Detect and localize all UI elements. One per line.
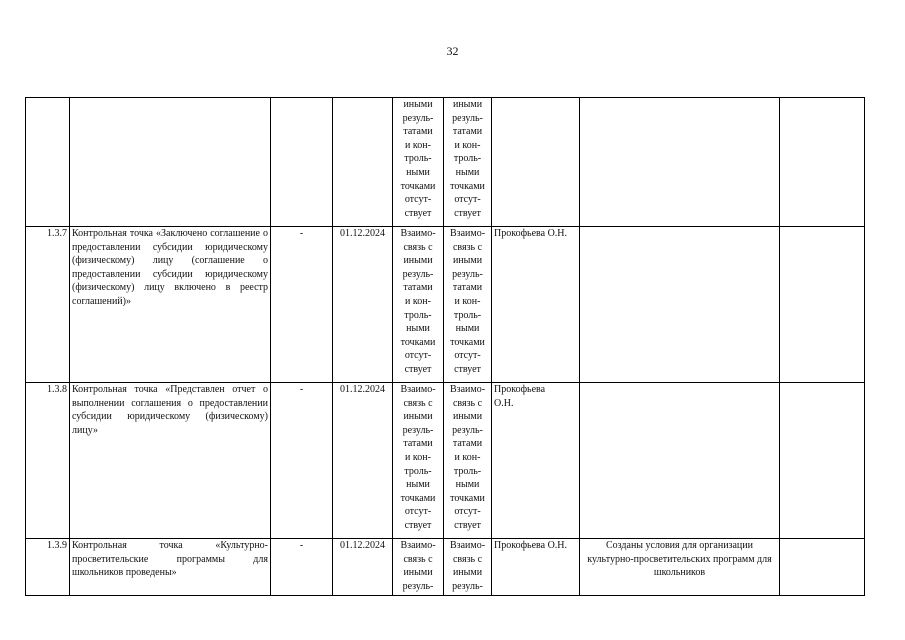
relation-text-line: троль- [404,309,432,321]
relation-text-line: резуль- [402,580,434,592]
relation-text-line: иными [403,99,433,110]
responsible-cell: Прокофьева О.Н. [492,227,580,383]
relation-text-line: иными [452,411,483,423]
relation-text-line: троль- [453,309,482,321]
relation-text-line: ствует [454,519,481,531]
table-row [26,227,865,383]
result-cell [580,227,780,383]
relation-text-line: резуль- [402,268,434,280]
relation-text-line: ными [406,166,430,178]
relation-text-line: связь с [403,397,433,409]
table-row [26,383,865,539]
relation-text-line: ствует [454,363,481,375]
relation-text-line: связь с [452,553,483,565]
relation-text-line: отсут- [454,506,481,518]
relation-text-line: отсут- [404,194,432,206]
extra-cell [780,98,865,227]
row-number-cell: 1.3.9 [26,539,70,596]
table-row [26,539,865,596]
relation-text-line: резуль- [452,580,483,592]
relation-text-line: Взаимо- [400,384,436,395]
extra-cell [780,383,865,539]
relation-text-line: резуль- [402,112,434,124]
relation-text-line: иными [403,255,433,267]
relation-text-line: и кон- [454,139,481,151]
relation-text-line: троль- [404,465,432,477]
relation-text-line: Взаимо- [400,228,436,239]
relation-text-line: резуль- [452,424,483,436]
relation-cell-1 [393,539,444,596]
start-date-cell: - [271,539,333,596]
relation-text-line: резуль- [402,424,434,436]
responsible-cell [492,383,580,539]
relation-cell-1 [393,227,444,383]
relation-text-line: татами [403,282,433,294]
relation-cell-2 [444,227,492,383]
relation-text-line: связь с [452,241,483,253]
relation-text-line: отсут- [454,194,481,206]
relation-text-line: связь с [403,241,433,253]
end-date-cell: 01.12.2024 [333,227,393,383]
responsible-cell: Прокофьева О.Н. [492,539,580,596]
relation-text-line: иными [403,411,433,423]
relation-text-line: иными [403,567,433,579]
extra-cell [780,227,865,383]
relation-text-line: ными [455,323,480,335]
row-number-cell: 1.3.7 [26,227,70,383]
control-point-name: Контрольная точка «Заключено соглашение о предоставлении субсидии юридическому (физическому) лицу (соглашение о предоставлении субсидии юридическому (физическому) лицу включено в реестр соглашений)» [70,227,271,383]
end-date-cell: 01.12.2024 [333,539,393,596]
relation-text-line: Взаимо- [449,228,486,239]
result-cell [580,98,780,227]
relation-text-line: точками [450,492,485,504]
start-date-cell: - [271,383,333,539]
control-point-name: Контрольная точка «Представлен отчет о выполнении соглашения о предоставлении субсидии юридическому (физическому) лицу» [70,383,271,539]
relation-text-line: троль- [453,465,482,477]
relation-text-line: отсут- [454,350,481,362]
result-cell [580,383,780,539]
relation-text-line: точками [450,336,485,348]
relation-text-line: иными [452,99,483,110]
relation-text-line: татами [452,438,483,450]
relation-cell-2 [444,539,492,596]
relation-text-line: троль- [404,153,432,165]
relation-text-line: ными [406,479,430,491]
start-date-cell: - [271,227,333,383]
start-date-cell [271,98,333,227]
relation-text-line: татами [452,282,483,294]
end-date-cell: 01.12.2024 [333,383,393,539]
relation-text-line: иными [452,255,483,267]
relation-text-line: ными [455,166,480,178]
result-cell: Созданы условия для организации культурно-просветительских программ для школьников [580,539,780,596]
relation-text-line: ствует [404,519,432,531]
row-number-cell: 1.3.8 [26,383,70,539]
control-point-name: Контрольная точка «Культурно-просветительские программы для школьников проведены» [70,539,271,596]
relation-text-line: Взаимо- [449,384,486,395]
relation-text-line: резуль- [452,112,483,124]
relation-text-line: ствует [454,207,481,219]
relation-text-line: иными [452,567,483,579]
control-point-name [70,98,271,227]
relation-text-line: и кон- [454,451,481,463]
end-date-cell [333,98,393,227]
relation-text-line: и кон- [405,295,431,307]
relation-cell-2 [444,383,492,539]
relation-text-line: точками [400,492,436,504]
table-row [26,98,865,227]
relation-text-line: точками [400,336,436,348]
relation-cell-2 [444,98,492,227]
relation-text-line: связь с [403,553,433,565]
relation-text-line: отсут- [404,506,432,518]
relation-text-line: татами [403,126,433,138]
relation-text-line: троль- [453,153,482,165]
relation-text-line: Взаимо- [400,540,436,551]
plan-table [25,97,865,596]
relation-text-line: татами [452,126,483,138]
relation-cell-1 [393,98,444,227]
row-number-cell [26,98,70,227]
page-number: 32 [446,44,459,58]
relation-text-line: отсут- [404,350,432,362]
relation-cell-1 [393,383,444,539]
relation-text-line: точками [450,180,485,192]
relation-text-line: резуль- [452,268,483,280]
relation-text-line: ными [406,323,430,335]
responsible-cell [492,98,580,227]
relation-text-line: ствует [404,207,432,219]
relation-text-line: татами [403,438,433,450]
relation-text-line: Взаимо- [449,540,486,551]
relation-text-line: и кон- [405,451,431,463]
relation-text-line: точками [400,180,436,192]
extra-cell [780,539,865,596]
relation-text-line: и кон- [405,139,431,151]
relation-text-line: ными [455,479,480,491]
responsible-name: Прокофьева О.Н. [494,384,546,409]
relation-text-line: ствует [404,363,432,375]
relation-text-line: связь с [452,397,483,409]
relation-text-line: и кон- [454,295,481,307]
